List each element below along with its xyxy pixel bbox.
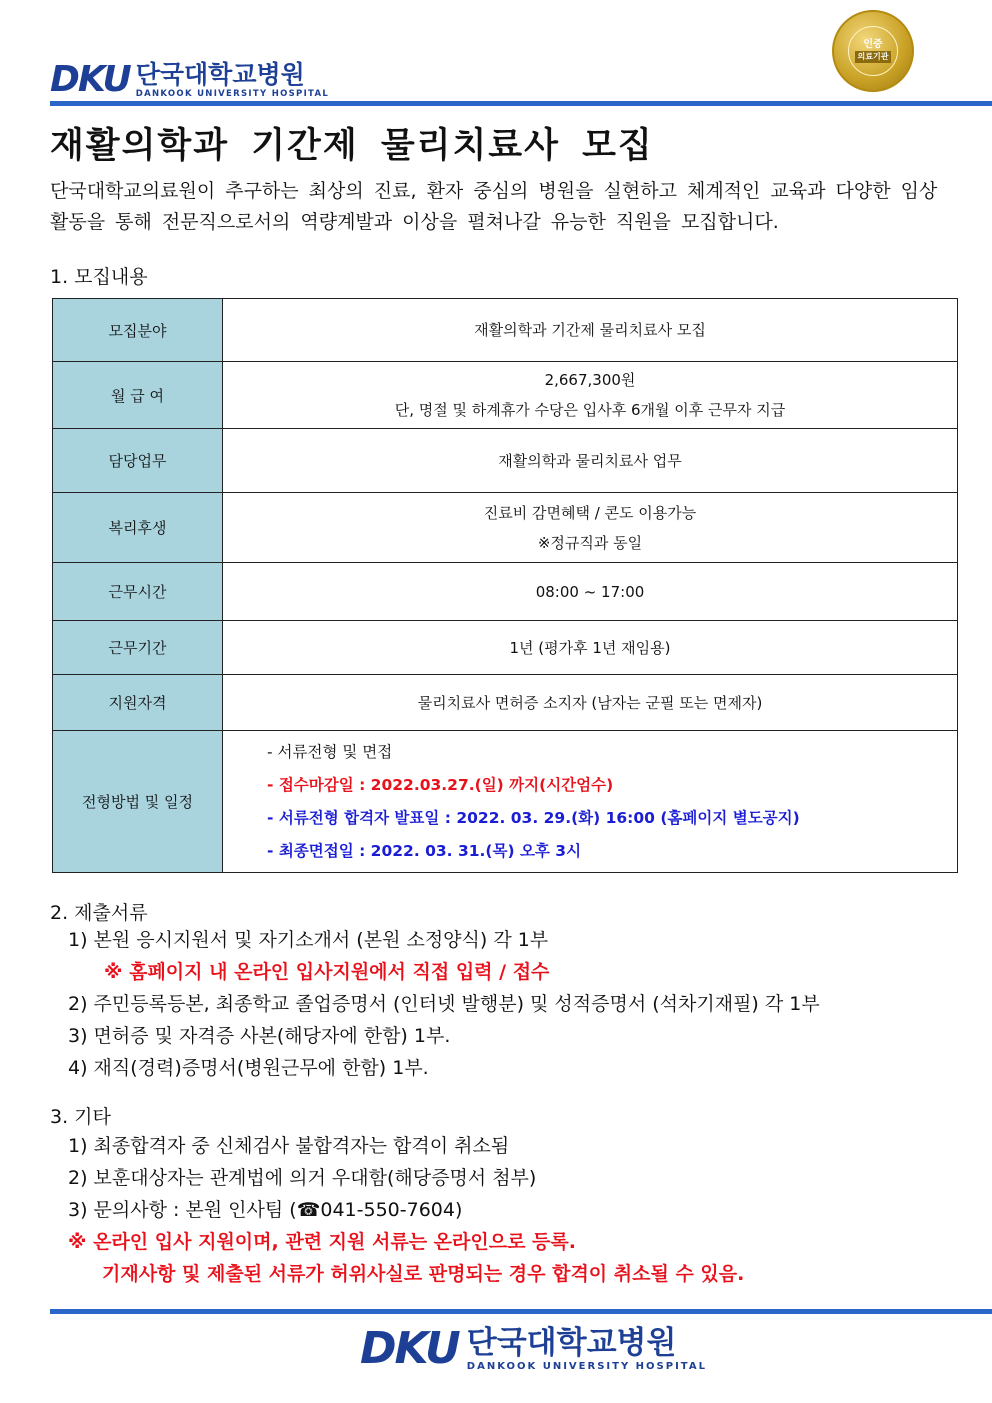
logo-mark: DKU: [50, 59, 130, 100]
row-value: 재활의학과 기간제 물리치료사 모집: [223, 299, 958, 362]
row-label: 복리후생: [53, 493, 223, 563]
documents-list: [68, 924, 820, 1084]
row-label: 담당업무: [53, 429, 223, 493]
row-label: 모집분야: [53, 299, 223, 362]
table-row: [53, 493, 958, 563]
footer-rule: [50, 1309, 992, 1314]
list-item: 3) 면허증 및 자격증 사본(해당자에 한함) 1부.: [68, 1025, 451, 1047]
list-item: 1) 본원 응시지원서 및 자기소개서 (본원 소정양식) 각 1부: [68, 929, 549, 951]
list-item-warning: ※ 온라인 입사 지원이며, 관련 지원 서류는 온라인으로 등록.: [68, 1231, 576, 1253]
badge-line2: 의료기관: [855, 51, 892, 63]
list-item-online-note: ※ 홈페이지 내 온라인 입사지원에서 직접 입력 / 접수: [104, 961, 550, 983]
table-row: [53, 362, 958, 429]
table-row: [53, 563, 958, 621]
schedule-item-deadline: - 접수마감일 : 2022.03.27.(일) 까지(시간엄수): [267, 775, 614, 794]
logo-english-name: DANKOOK UNIVERSITY HOSPITAL: [466, 1361, 707, 1372]
row-value: 재활의학과 물리치료사 업무: [223, 429, 958, 493]
row-value: 물리치료사 면허증 소지자 (남자는 군필 또는 면제자): [223, 675, 958, 731]
row-label: 근무시간: [53, 563, 223, 621]
logo-korean-name: 단국대학교병원: [135, 60, 305, 89]
row-value: 진료비 감면혜택 / 콘도 이용가능 ※정규직과 동일: [223, 493, 958, 563]
schedule-item-announcement: - 서류전형 합격자 발표일 : 2022. 03. 29.(화) 16:00 (홈페이지 별도공지): [267, 808, 800, 827]
hospital-logo-top: [50, 59, 330, 100]
other-list: [68, 1130, 744, 1290]
table-row: [53, 675, 958, 731]
schedule-item: - 서류전형 및 면접: [267, 742, 393, 761]
list-item-warning-cont: 기재사항 및 제출된 서류가 허위사실로 판명되는 경우 합격이 취소될 수 있음.: [102, 1263, 745, 1285]
table-row-schedule: [53, 731, 958, 873]
hospital-logo-bottom: [360, 1323, 707, 1374]
list-item: 3) 문의사항 : 본원 인사팀 (☎041-550-7604): [68, 1199, 463, 1221]
section-heading-other: 3. 기타: [50, 1106, 111, 1128]
row-label: 전형방법 및 일정: [53, 731, 223, 873]
row-label: 근무기간: [53, 621, 223, 675]
row-value: 08:00 ~ 17:00: [223, 563, 958, 621]
section-heading-documents: 2. 제출서류: [50, 902, 148, 924]
schedule-list: [223, 731, 958, 873]
table-row: [53, 299, 958, 362]
table-row: [53, 429, 958, 493]
row-label: 월 급 여: [53, 362, 223, 429]
schedule-item-interview: - 최종면접일 : 2022. 03. 31.(목) 오후 3시: [267, 841, 582, 860]
list-item: 1) 최종합격자 중 신체검사 불합격자는 합격이 취소됨: [68, 1135, 510, 1157]
list-item: 2) 보훈대상자는 관계법에 의거 우대함(해당증명서 첨부): [68, 1167, 537, 1189]
row-value: 1년 (평가후 1년 재임용): [223, 621, 958, 675]
certification-badge-icon: [832, 10, 914, 92]
list-item: 2) 주민등록등본, 최종학교 졸업증명서 (인터넷 발행분) 및 성적증명서 (석차기재필) 각 1부: [68, 993, 820, 1015]
row-label: 지원자격: [53, 675, 223, 731]
logo-english-name: DANKOOK UNIVERSITY HOSPITAL: [135, 89, 330, 99]
logo-mark: DKU: [360, 1323, 459, 1374]
section-heading-recruitment: 1. 모집내용: [50, 266, 148, 288]
badge-line1: 인증: [863, 39, 883, 50]
page-title: 재활의학과 기간제 물리치료사 모집: [50, 126, 654, 166]
table-row: [53, 621, 958, 675]
list-item: 4) 재직(경력)증명서(병원근무에 한함) 1부.: [68, 1057, 429, 1079]
logo-korean-name: 단국대학교병원: [466, 1325, 677, 1361]
row-value: 2,667,300원 단, 명절 및 하계휴가 수당은 입사후 6개월 이후 근무자 지급: [223, 362, 958, 429]
recruitment-table: [52, 298, 958, 873]
intro-paragraph: 단국대학교의료원이 추구하는 최상의 진료, 환자 중심의 병원을 실현하고 체계적인 교육과 다양한 임상활동을 통해 전문직으로서의 역량계발과 이상을 펼쳐나갈 유능한 직원을 모집합니다.: [50, 180, 938, 233]
header-rule: [50, 101, 992, 106]
